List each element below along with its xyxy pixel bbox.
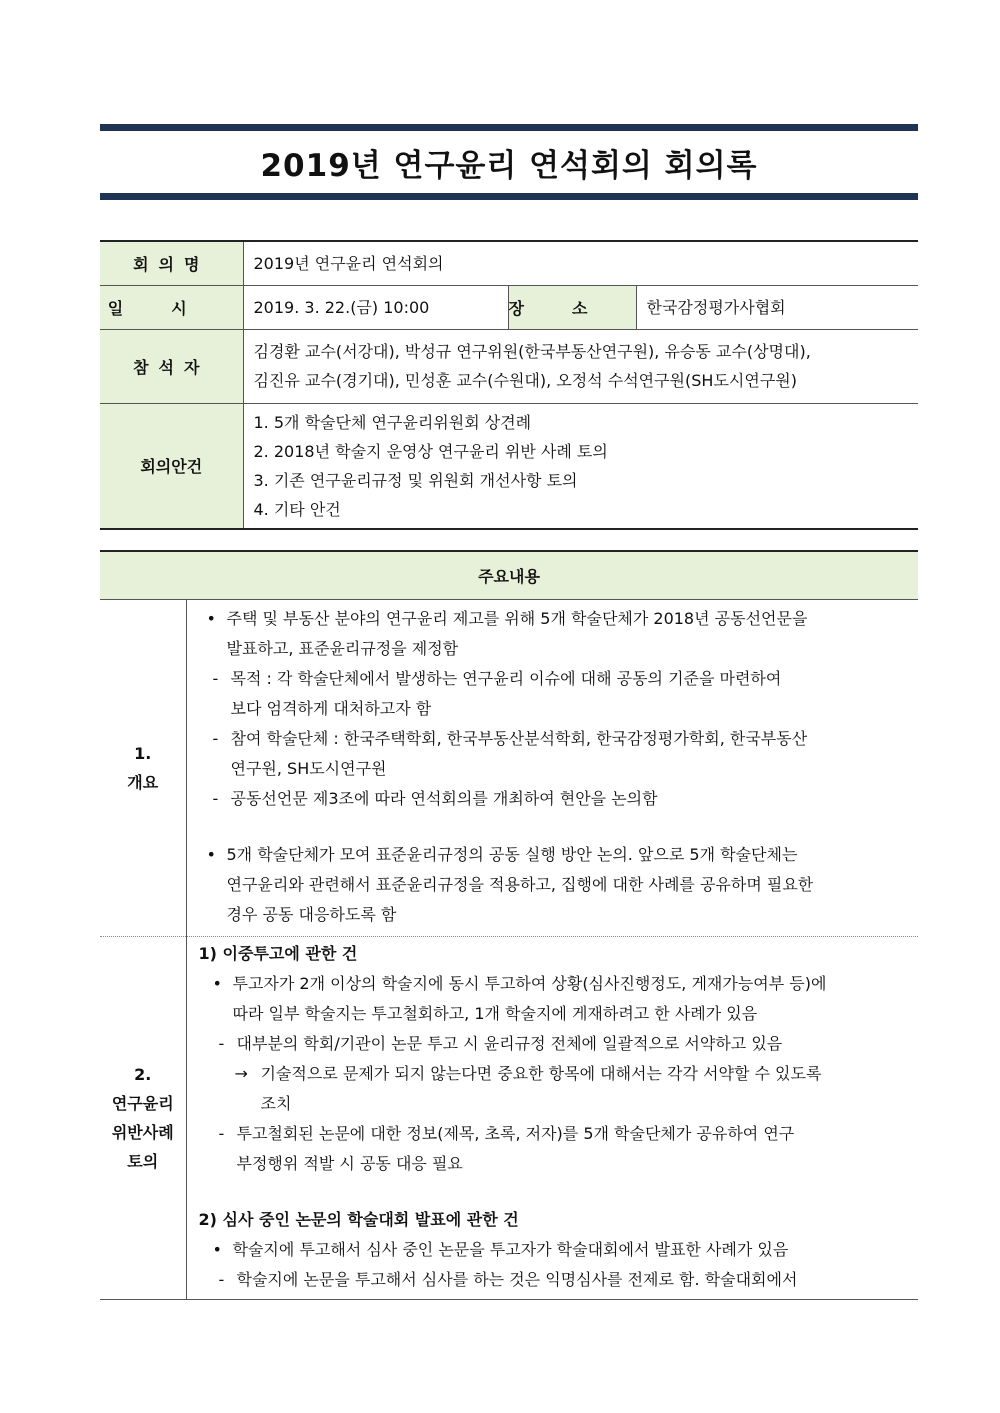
dash-text — [237, 1029, 783, 1059]
text-line: 대부분의 학회/기관이 논문 투고 시 윤리규정 전체에 일괄적으로 서약하고 있음 — [236, 1033, 783, 1053]
dash-text — [231, 784, 658, 814]
arrow-item — [199, 1059, 909, 1119]
text-line: 투고철회된 논문에 대한 정보(제목, 초록, 저자)를 5개 학술단체가 공유하여 연구 — [236, 1123, 795, 1143]
bullet-text — [233, 969, 827, 1029]
section-title: 연구윤리 — [111, 1093, 174, 1113]
dash-marker: - — [218, 1033, 225, 1053]
text-line: 5개 학술단체가 모여 표준윤리규정의 공동 실행 방안 논의. 앞으로 5개 학술단체는 — [226, 844, 798, 864]
dash-item — [199, 724, 909, 784]
attendees-value — [243, 329, 918, 403]
main-content-table — [100, 550, 918, 1300]
attendees-line: 김진유 교수(경기대), 민성훈 교수(수원대), 오정석 수석연구원(SH도시연구원) — [253, 371, 797, 390]
section-violations-label — [100, 936, 186, 1299]
attendees-line: 김경환 교수(서강대), 박성규 연구위원(한국부동산연구원), 유승동 교수(상명대), — [253, 342, 811, 361]
agenda-item: 3. 기존 연구윤리규정 및 위원회 개선사항 토의 — [253, 470, 578, 490]
text-line: 기술적으로 문제가 되지 않는다면 중요한 항목에 대해서는 각각 서약할 수 있도록 — [260, 1063, 822, 1083]
meeting-name-label: 회의명 — [100, 241, 243, 285]
agenda-item: 1. 5개 학술단체 연구윤리위원회 상견례 — [253, 412, 532, 432]
agenda-label: 회의안건 — [100, 403, 243, 529]
dash-item — [199, 784, 909, 814]
agenda-list — [243, 403, 918, 529]
section-overview-label — [100, 599, 186, 936]
main-header-row — [100, 551, 918, 599]
bullet-text — [227, 604, 808, 664]
text-line: 경우 공동 대응하도록 함 — [226, 904, 397, 924]
text-line: 조치 — [260, 1093, 292, 1113]
attendees-label: 참석자 — [100, 329, 243, 403]
bullet-text — [233, 1235, 789, 1265]
section-title: 토의 — [127, 1151, 159, 1171]
dash-item — [199, 1029, 909, 1059]
info-row-attendees — [100, 329, 918, 403]
meeting-name-value: 2019년 연구윤리 연석회의 — [243, 241, 918, 285]
text-line: 참여 학술단체 : 한국주택학회, 한국부동산분석학회, 한국감정평가학회, 한국부동산 — [230, 728, 808, 748]
arrow-marker: → — [234, 1063, 248, 1083]
section-title: 개요 — [127, 772, 159, 792]
dash-marker: - — [218, 1123, 225, 1143]
bullet-marker: • — [212, 973, 222, 993]
dash-text — [231, 724, 808, 784]
text-line: 공동선언문 제3조에 따라 연석회의를 개최하여 현안을 논의함 — [230, 788, 658, 808]
dash-text — [237, 1265, 798, 1295]
main-header: 주요내용 — [100, 551, 918, 599]
spacer — [199, 1179, 909, 1205]
bullet-item — [199, 840, 909, 930]
text-line: 학술지에 논문을 투고해서 심사를 하는 것은 익명심사를 전제로 함. 학술대회에서 — [236, 1269, 798, 1289]
dash-item — [199, 664, 909, 724]
date-label: 일시 — [100, 285, 243, 329]
info-row-date — [100, 285, 918, 329]
text-line: 학술지에 투고해서 심사 중인 논문을 투고자가 학술대회에서 발표한 사례가 있음 — [232, 1239, 789, 1259]
bullet-text — [227, 840, 814, 930]
dash-text — [237, 1119, 795, 1179]
place-label: 장소 — [508, 285, 636, 329]
place-value: 한국감정평가사협회 — [636, 285, 918, 329]
text-line: 따라 일부 학술지는 투고철회하고, 1개 학술지에 게재하려고 한 사례가 있음 — [232, 1003, 758, 1023]
bullet-marker: • — [206, 608, 216, 628]
agenda-item: 4. 기타 안건 — [253, 499, 341, 519]
text-line: 연구원, SH도시연구원 — [230, 758, 387, 778]
section-number: 2. — [134, 1064, 152, 1084]
text-line: 목적 : 각 학술단체에서 발생하는 연구윤리 이슈에 대해 공동의 기준을 마련하여 — [230, 668, 782, 688]
text-line: 부정행위 적발 시 공동 대응 필요 — [236, 1153, 463, 1173]
section-violations-content — [186, 936, 918, 1299]
section-violations — [100, 936, 918, 1299]
dash-marker: - — [212, 668, 219, 688]
info-row-agenda — [100, 403, 918, 529]
bullet-marker: • — [206, 844, 216, 864]
text-line: 보다 엄격하게 대처하고자 함 — [230, 698, 432, 718]
subsection-heading: 1) 이중투고에 관한 건 — [198, 943, 358, 963]
bullet-item — [199, 969, 909, 1029]
bullet-item — [199, 1235, 909, 1265]
dash-marker: - — [212, 728, 219, 748]
dash-item — [199, 1119, 909, 1179]
date-value: 2019. 3. 22.(금) 10:00 — [243, 285, 508, 329]
document-title-block — [100, 124, 918, 200]
document-title: 2019년 연구윤리 연석회의 회의록 — [260, 147, 758, 184]
subsection-heading: 2) 심사 중인 논문의 학술대회 발표에 관한 건 — [198, 1209, 519, 1229]
info-row-meeting-name — [100, 241, 918, 285]
text-line: 발표하고, 표준윤리규정을 제정함 — [226, 638, 459, 658]
dash-marker: - — [212, 788, 219, 808]
bullet-marker: • — [212, 1239, 222, 1259]
text-line: 연구윤리와 관련해서 표준윤리규정을 적용하고, 집행에 대한 사례를 공유하며 필요한 — [226, 874, 814, 894]
text-line: 주택 및 부동산 분야의 연구윤리 제고를 위해 5개 학술단체가 2018년 공동선언문을 — [226, 608, 808, 628]
title-top-bar — [100, 124, 918, 131]
dash-text — [231, 664, 782, 724]
text-line: 투고자가 2개 이상의 학술지에 동시 투고하여 상황(심사진행정도, 게재가능여부 등)에 — [232, 973, 827, 993]
bullet-item — [199, 604, 909, 664]
arrow-text — [261, 1059, 822, 1119]
section-overview-content — [186, 599, 918, 936]
dash-marker: - — [218, 1269, 225, 1289]
agenda-item: 2. 2018년 학술지 운영상 연구윤리 위반 사례 토의 — [253, 441, 608, 461]
meeting-info-table — [100, 240, 918, 530]
spacer — [199, 814, 909, 840]
section-number: 1. — [134, 743, 152, 763]
section-overview — [100, 599, 918, 936]
dash-item — [199, 1265, 909, 1295]
section-title: 위반사례 — [111, 1122, 174, 1142]
title-bottom-bar — [100, 193, 918, 200]
